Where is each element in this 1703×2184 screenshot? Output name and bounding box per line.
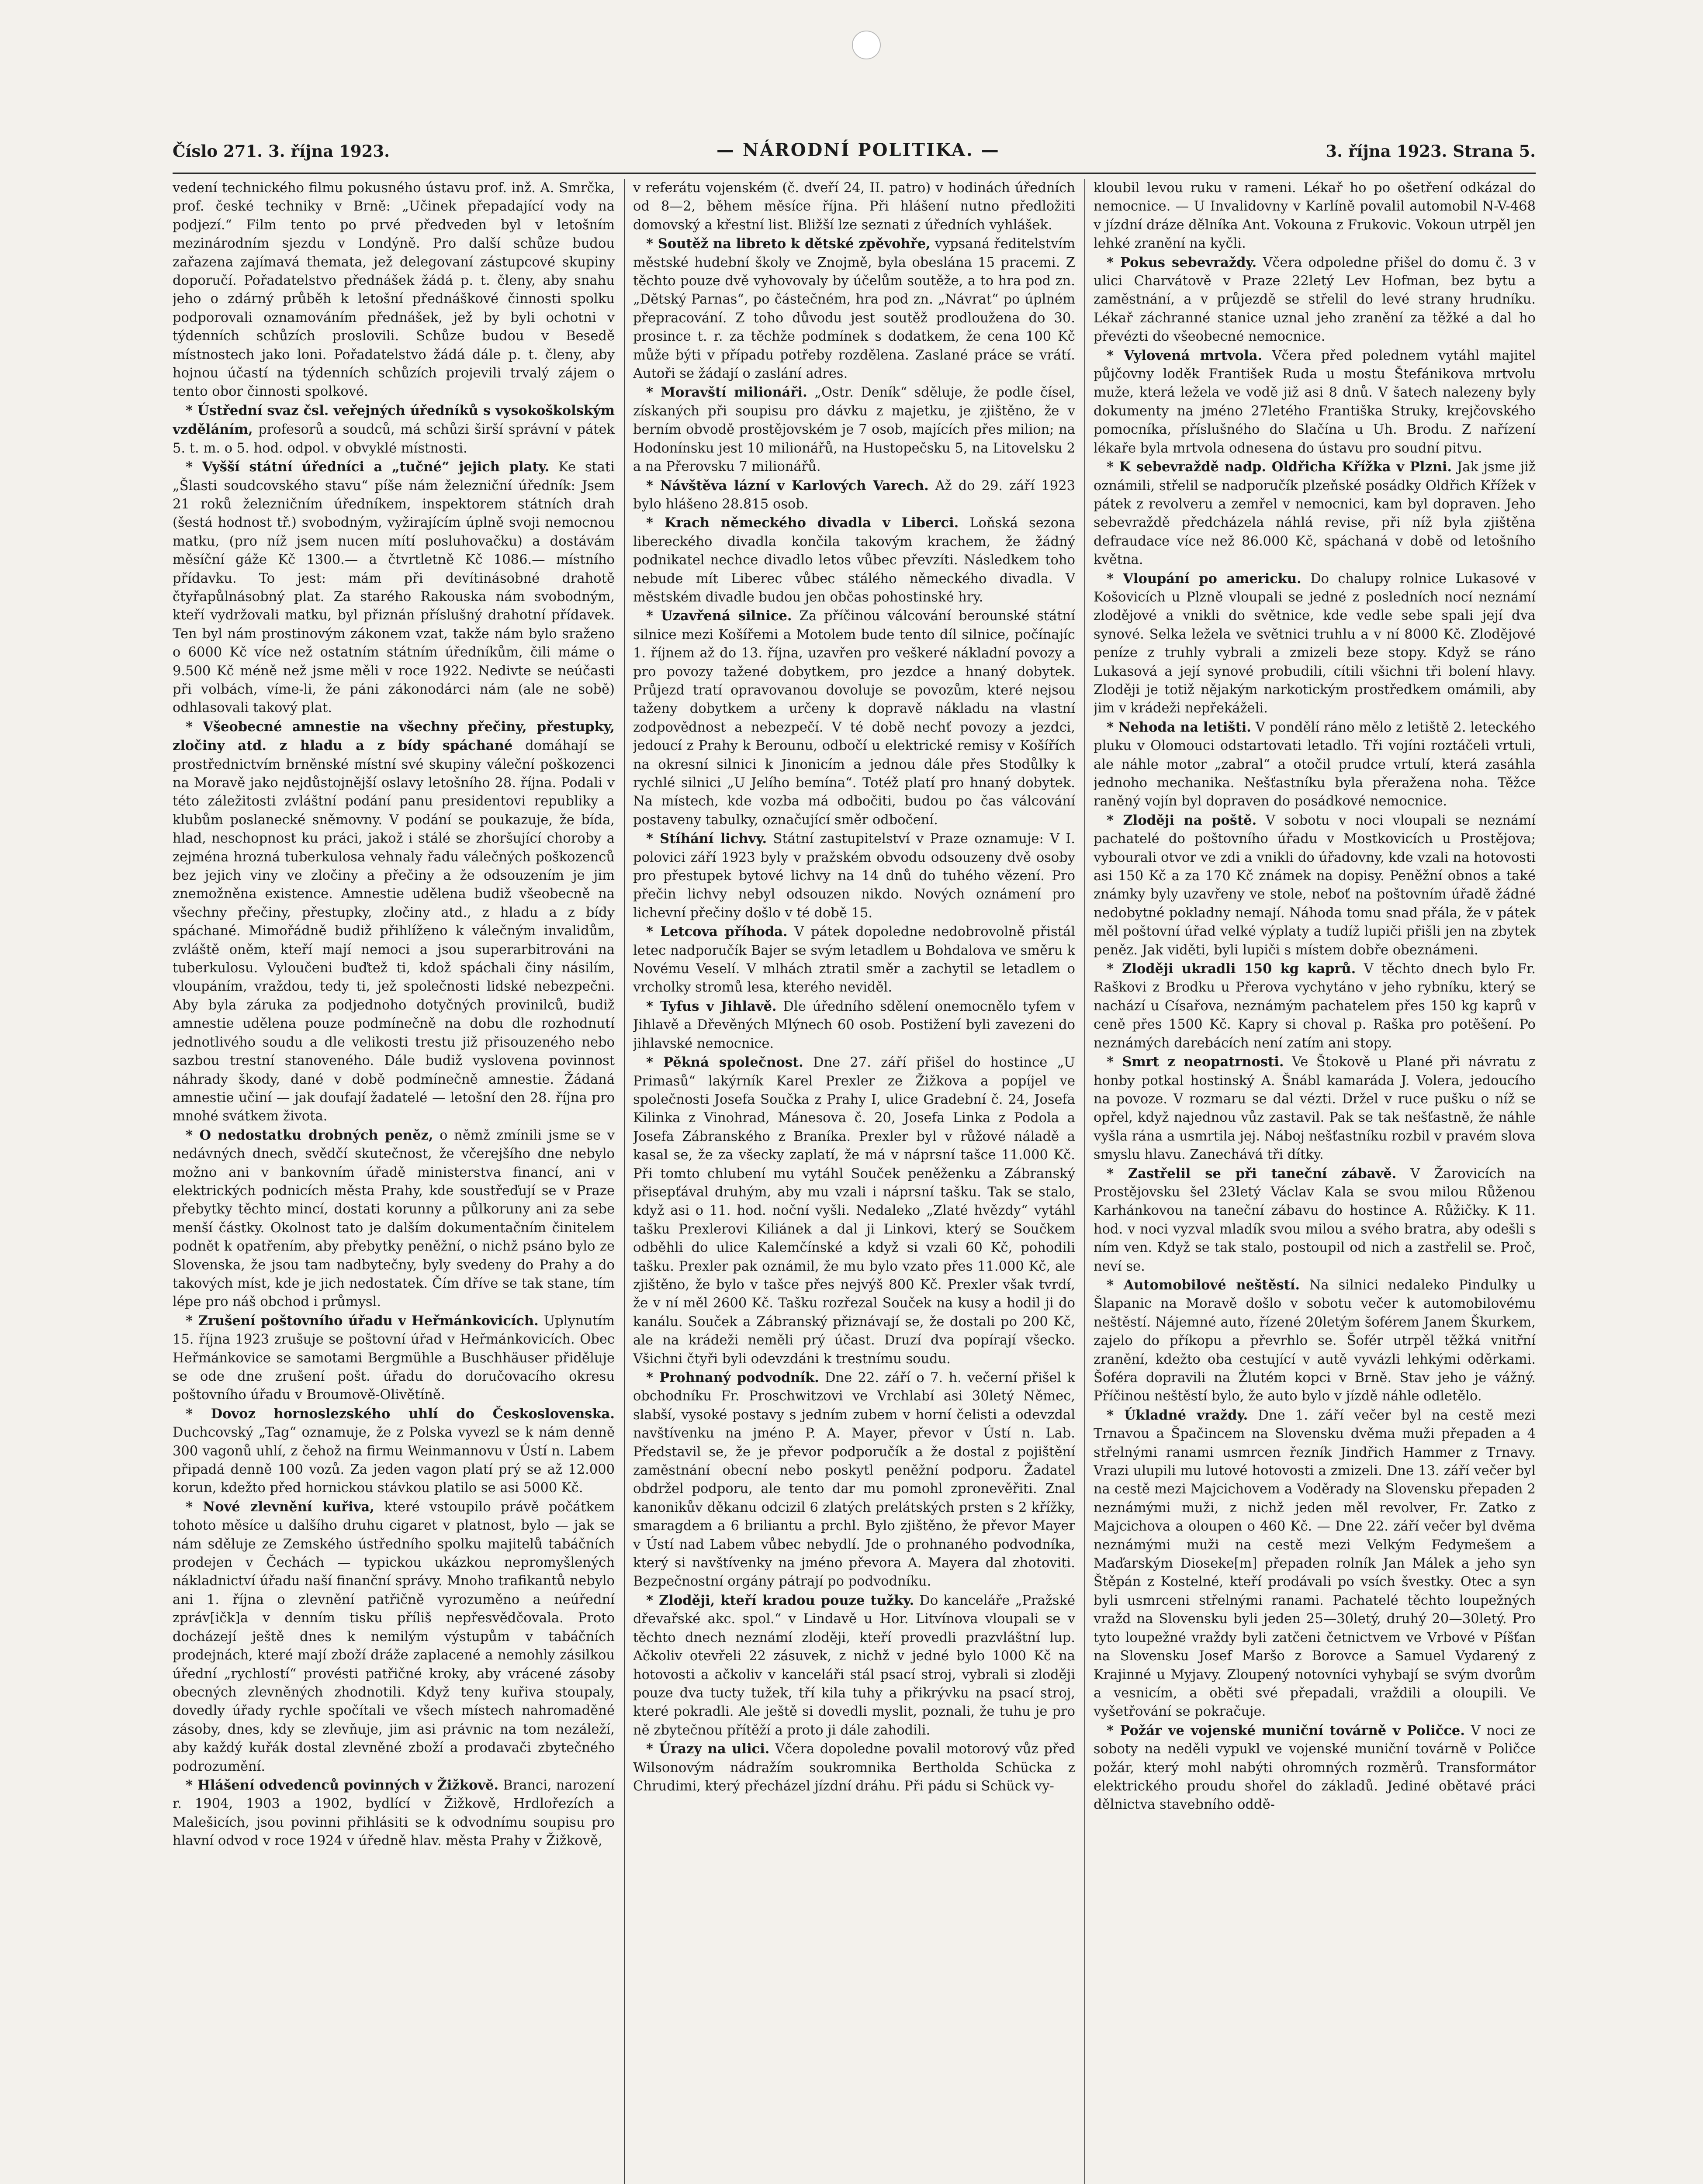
news-item <box>1094 253 1536 346</box>
news-item-body: Včera dopoledne povalil motorový vůz před Wilsonovým nádražím soukromnika Bertholda Schücka z Chrudimi, který přecházel jízdní dráhu. Při pádu si Schück vy- <box>633 1742 1075 1794</box>
news-item-body: Do chalupy rolnice Lukasové v Košovicích u Plzně vloupali se jedné z posledních nocí neznámí zlodějové a vnikli do světnice, kde vedle sebe spali její dva synové. Selka ležela ve světnici truhlu a v ní 8000 Kč. Zlodějové peníze z truhly vybrali a zmizeli beze stopy. Když se ráno Lukasová a její synové probudili, cítili všichni tři bolení hlavy. Zloději je totiž nějakým narkotickým prostředkem omámili, aby jim v krádeži nepřekáželi. <box>1094 571 1536 716</box>
news-item-headline: * Moravští milionáři. <box>646 384 807 401</box>
news-item-headline: * Smrt z neopatrnosti. <box>1107 1054 1284 1070</box>
news-item-body: Ke stati „Šlasti soudcovského stavu“ píše nám železniční úředník: Jsem 21 roků železničním úředníkem, inspektorem státních drah (šestá hodnost tř.) svobodným, vyžirajícím úplně svoji nemocnou matku, (pro níž jsem nucen mítí posluhovačku) a dostávám měsíční gáže Kč 1300.— a čtvrtletně Kč 1086.— místního přídavku. To jest: mám při devítinásobné drahotě čtyřapůlnásobný plat. Za starého Rakouska nám svobodným, kteří vydržovali matku, byl přiznán příslušný drahotní přídavek. Ten byl nám prostinovým zákonem vzat, takže nám bylo sraženo o 6000 Kč více než ostatním státním úředníkům, čili máme o 9.500 Kč méně než jsme měli v roce 1922. Nedivte se neúčasti při volbách, víme-li, že páni zákonodárci nám (ale ne sobě) odhlasovali takový plat. <box>173 460 615 716</box>
news-item <box>633 923 1075 997</box>
news-item-body: o němž zmínili jsme se v nedávných dnech, svědčí skutečnost, že včerejšího dne nebylo možno ani v bankovním úřadě ministerstva financí, ani v elektrických podnicích města Prahy, kde soustřeďují se v Praze přebytky těchto mincí, dostati korunny a půlkoruny ani za sebe menší částky. Okolnost tato je dalším dokumentačním činitelem podnět k opatřením, aby přebytky peněžní, o nichž psáno bylo ze Slovenska, že jsou tam nadbytečny, byly svedeny do Prahy a do takových míst, kde je jich nedostatek. Čím dříve se tak stane, tím lépe pro náš obchod i průmysl. <box>173 1127 615 1310</box>
news-item-headline: * Dovoz hornoslezského uhlí do Československa. <box>186 1406 615 1422</box>
news-item-headline: * Krach německého divadla v Liberci. <box>646 515 959 531</box>
punch-hole <box>852 31 881 59</box>
news-item <box>1094 570 1536 718</box>
news-item-body: které vstoupilo právě počátkem tohoto měsíce u dalšího druhu cigaret v platnost, bylo — jak se nám sděluje ze Zemského ústředního spolku majitelů tabáčních prodejen v Čechách — typickou ukázkou nepromyšlených nákladnictví úřadu naší finanční správy. Mnoho trafikantů nebylo ani 1. října o zlevnění patřičně vyrozuměno a neúřední zpráv[ičk]a v denním tisku příliš nepřesvědčovala. Proto docházejí ještě dnes k nemilým výstupům v tabáčních prodejnách, které mají zboží dráže zaplacené a nemohly zásilkou úřední „rychlostí“ provésti patřičné kroky, aby vrácené zásoby obecných zlevněných zhodnotili. Když teny kuřiva stoupaly, dovedly úřady rychle spočítali ve všech místech nahromaděné zásoby, dnes, kdy se zlevňuje, jim asi právnic na tom nezáleží, aby každý kuřák dostal zlevněné zboží a prodavači zbytečného podrozumění. <box>173 1499 615 1774</box>
news-item <box>1094 960 1536 1053</box>
news-item-headline: * K sebevraždě nadp. Oldřicha Křížka v Plzni. <box>1107 459 1452 475</box>
news-item <box>1094 1721 1536 1814</box>
article-column-2 <box>633 179 1075 2184</box>
news-item-body: profesorů a soudců, má schůzi širší správní v pátek 5. t. m. o 5. hod. odpol. v obvyklé místnosti. <box>173 422 615 456</box>
news-item-headline: * Stíhání lichvy. <box>646 831 767 847</box>
news-item-body: vedení technického filmu pokusného ústavu prof. inž. A. Smrčka, prof. české techniky v Brně: „Učinek přepadající vody na podjezí.“ Film tento po prvé předveden byl v letošním mezinárodním sjezdu v Londýně. Pro další schůze budou zařazena zajímavá themata, jež delegovaní zástupcové skupiny doporučí. Pořadatelstvo přednášek žádá p. t. členy, aby snahu jeho o zdárný průběh k letošní přednáškové činnosti spolku podporovali oznamováním přednášek, jež by byli ochotni v týdenních schůzích proslovili. Schůze budou v Besedě místnostech jako loni. Pořadatelstvo žádá dále p. t. členy, aby hojnou účastí na týdenních schůzích projevili trvalý zájem o tento obor činnosti spolkové. <box>173 180 615 400</box>
news-item-body: V těchto dnech bylo Fr. Raškovi z Brodku u Přerova vychytáno v jeho rybníku, který se nachází u Císařova, neznámým pachatelem přes 150 kg kaprů v ceně přes 1500 Kč. Kapry si choval p. Raška pro potěšení. Po neznámých darebácích není zatím ani stopy. <box>1094 961 1536 1051</box>
news-item-headline: * Nehoda na letišti. <box>1107 719 1251 735</box>
news-item <box>1094 179 1536 253</box>
news-item-headline: * Návštěva lázní v Karlových Varech. <box>646 477 929 494</box>
news-item-headline: * Zloději na poště. <box>1107 812 1257 828</box>
news-item-body: Jak jsme již oznámili, střelil se nadporučík plzeňské posádky Oldřich Křížek v pátek z revolveru a zemřel v nemocnici, kam byl dopraven. Jeho sebevraždě předcházela náhlá revise, při níž byla zjištěna defraudace více než 86.000 Kč, spáchaná v době od letošního května. <box>1094 460 1536 568</box>
column-divider <box>1084 179 1085 2184</box>
news-item-headline: * O nedostatku drobných peněz, <box>186 1127 433 1143</box>
news-item-headline: * Všeobecné amnestie na všechny přečiny, přestupky, zločiny atd. z hladu a z bídy spáchané <box>173 719 615 754</box>
news-item-headline: * Prohnaný podvodník. <box>646 1370 819 1386</box>
news-item-body: V pondělí ráno mělo z letiště 2. leteckého pluku v Olomouci odstartovati letadlo. Tři vojíni roztáčeli vrtuli, ale náhle motor „zabral“ a otočil prudce vrtulí, která zasáhla jednoho mechanika. Nešťastníku byla přeražena noha. Těžce raněný vojín byl dopraven do posádkové nemocnice. <box>1094 719 1536 809</box>
news-item <box>173 179 615 401</box>
news-item-headline: * Letcova příhoda. <box>646 924 788 940</box>
news-item-body: Za příčinou válcování berounské státní silnice mezi Košířemi a Motolem bude tento díl silnice, počínajíc 1. říjnem až do 13. října, uzavřen pro veškeré nákladní povozy a pro povozy tažené dobytkem, pro jezdce a hnaný dobytek. Průjezd tratí opravovanou dovoluje se povozům, které nejsou taženy dobytkem a určeny k dopravě nákladu na vlastní zodpovědnost a nebezpečí. V té době nechť povozy a jezdci, jedoucí z Prahy k Berounu, odbočí u elektrické remisy v Košířích na okresní silnici k Jinonicím a jednou dále přes Stodůlky k rychlé silnici „U Jelího bemína“. Totéž platí pro hnaný dobytek. Na místech, kde vozba má odbočiti, budou po čas válcování postaveny tabulky, označující směr odbočení. <box>633 608 1075 828</box>
news-item-body: V noci ze soboty na neděli vypukl ve vojenské muniční továrně v Poličce požár, který mohl nabýti ohromných rozměrů. Transformátor elektrického proudu shořel do základů. Jediné obětavé práci dělnictva stavebního oddě- <box>1094 1723 1536 1813</box>
news-item <box>633 1740 1075 1796</box>
news-item-headline: * Zloději, kteří kradou pouze tužky. <box>646 1592 914 1608</box>
news-item <box>173 1776 615 1851</box>
newspaper-title: — NÁRODNÍ POLITIKA. — <box>717 140 1000 160</box>
news-item-headline: * Hlášení odvedenců povinných v Žižkově. <box>186 1777 499 1793</box>
news-item <box>173 1126 615 1312</box>
page-number: 3. října 1923. Strana 5. <box>1326 142 1536 161</box>
news-item <box>633 477 1075 514</box>
news-item <box>1094 1165 1536 1276</box>
news-item <box>173 1498 615 1776</box>
news-item <box>1094 1276 1536 1406</box>
news-item <box>633 607 1075 829</box>
news-item-body: Včera před polednem vytáhl majitel půjčovny loděk František Ruda u mostu Štefánikova mrtvolu muže, která ležela ve vodě již asi 8 dnů. V šatech nalezeny byly dokumenty na jméno 27letého Františka Struky, krejčovského pomocníka, příslušného do Slačína u Uh. Brodu. Z nařízení lékaře byla mrtvola odnesena do ústavu pro soudní pitvu. <box>1094 348 1536 456</box>
news-item-body: „Ostr. Deník“ sděluje, že podle čísel, získaných při soupisu pro dávku z majetku, je zjištěno, že v berním obvodě prostějovském je 7 osob, majících přes milion; na Hodonínsku jest 10 milionářů, na Hustopečsku 5, na Litovelsku 2 a na Přerovsku 7 milionářů. <box>633 385 1075 475</box>
news-item <box>173 718 615 1126</box>
news-item-headline: * Vylovená mrtvola. <box>1107 347 1263 363</box>
news-item-body: Včera odpoledne přišel do domu č. 3 v ulici Charvátově v Praze 22letý Lev Hofman, bez bytu a zaměstnání, a v průjezdě se střelil do levé strany hrudníku. Lékař záchranné stanice uznal jeho zranění za těžké a dal ho převézti do všeobecné nemocnice. <box>1094 255 1536 345</box>
news-item <box>633 383 1075 476</box>
news-item-headline: * Vloupání po americku. <box>1107 570 1301 587</box>
news-item-body: V Žarovicích na Prostějovsku šel 23letý Václav Kala se svou milou Růženou Karhánkovou na taneční zábavu do hostince A. Růžičky. K 11. hod. v noci vyzval mladík svou milou a svého bratra, aby odešli s ním ven. Když se tak stalo, postoupil od nich a zastřelil se. Proč, neví se. <box>1094 1166 1536 1274</box>
news-item-body: domáhají se prostřednictvím brněnské místní své skupiny váleční poškozenci na Moravě jako nejdůstojnější oslavy letošního 28. října. Podali v této záležitosti zvláštní podání panu presidentovi republiky a klubům poslanecké sněmovny. V podání se poukazuje, že bída, hlad, neschopnost ku práci, jakož i stálé se zhoršující choroby a zejména hrozná tuberkulosa vehnaly řadu válečných poškozenců bez jejich viny ve zločiny a přečiny a že odsouzením je jim znemožněna existence. Amnestie udělena budiž všeobecně na všechny přečiny, přestupky, zločiny atd., z hladu a z bídy spáchané. Mimořádně budiž přihlíženo k válečným invalidům, zvláště oněm, kteří mají nemoci a jsou superarbitrováni na tuberkulosu. Vyloučeni buďtež ti, kdož spáchali činy násilím, vloupáním, vraždou, tedy ti, jež společnosti lidské nebezpečni. Aby byla záruka za podjednoho dotyčných provinilců, budiž amnestie udělena pouze podmínečně na dobu dle rozhodnutí jednotlivého soudu a dle velikosti trestu již přisouzeného nebo sazbou trestní stanoveného. Dále budiž vyslovena povinnost náhrady škody, dané v době podmínečně amnestie. Žádaná amnestie učiní — jak doufají žadatelé — letošní den 28. října pro mnohé svátkem života. <box>173 738 615 1124</box>
page-header <box>173 140 1536 166</box>
news-item <box>633 997 1075 1053</box>
news-item-body: Duchcovský „Tag“ oznamuje, že z Polska vyvezl se k nám denně 300 vagonů uhlí, z čehož na firmu Weinmannovu v Ústí n. Labem připadá denně 100 vozů. Za jeden vagon platí prý se až 12.000 korun, kdežto před hornickou stávkou platilo se asi 5000 Kč. <box>173 1425 615 1496</box>
news-item-headline: * Zloději ukradli 150 kg kaprů. <box>1107 961 1356 977</box>
news-item <box>1094 1406 1536 1721</box>
news-item-body: Do kanceláře „Pražské dřevařské akc. spol.“ v Lindavě u Hor. Litvínova vloupali se v těchto dnech neznámí zloději, kteří provedli prazvláštní lup. Ačkoliv otevřeli 22 zásuvek, z nichž v jedné bylo 1000 Kč na hotovosti a ačkoliv v kanceláři stál psací stroj, vybrali si zloději pouze dva tucty tužek, tří kila tuhy a přikrývku na psací stroj, které pokradli. Ale ještě si dovedli myslit, poznali, že tuhu je pro ně zbytečnou přítěží a proto ji dále zahodili. <box>633 1593 1075 1738</box>
news-item-headline: * Pokus sebevraždy. <box>1107 254 1257 270</box>
news-item-headline: * Úkladné vraždy. <box>1107 1407 1248 1423</box>
news-item-headline: * Nové zlevnění kuřiva, <box>186 1499 374 1515</box>
news-item-body: Dne 1. září večer byl na cestě mezi Trnavou a Špačincem na Slovensku dvěma muži přepaden a 4 střelnými ranami usmrcen řezník Jindřich Hammer z Trnavy. Vrazi ulupili mu lutové hotovosti a zmizeli. Dne 13. září večer byl na cestě mezi Majcichovem a Voděrady na Slovensku přepaden 2 neznámými muži, z nichž jeden měl revolver, Fr. Zatko z Majcichova a oloupen o 460 Kč. — Dne 22. září večer byl dvěma neznámými muži na cestě mezi Velkým Fedymešem a Maďarským Dioseke[m] přepaden rolník Jan Málek a jeho syn Štěpán z Kostelné, kteří prodávali po vsích švestky. Otec a syn byli usmrceni střelnými ranami. Pachatelé těchto loupežných vražd na Slovensku byli jeden 25—30letý, druhý 20—30letý. Pro tyto loupežné vraždy byli zatčeni četnictvem ve Vrbové v Píšťan na Slovensku Josef Maršo z Borovce a Samuel Vydarený z Krajinné u Myjavy. Zloupený notovníci vyhybají se svým dvorům a vesnicím, a oběti své přepadali, vraždili a oloupili. Ve vyšetřování se pokračuje. <box>1094 1407 1536 1720</box>
news-item-headline: * Ústřední svaz čsl. veřejných úředníků s vysokoškolským vzděláním, <box>173 402 615 438</box>
news-item-headline: * Vyšší státní úředníci a „tučné“ jejich platy. <box>186 459 550 475</box>
news-item-headline: * Zrušení poštovního úřadu v Heřmánkovicích. <box>186 1313 539 1329</box>
news-item-body: Na silnici nedaleko Pindulky u Šlapanic na Moravě došlo v sobotu večer k automobilovému neštěstí. Nájemné auto, řízené 20letým šoférem Janem Škurkem, zajelo do příkopu a převrhlo se. Šofér utrpěl těžká vnitřní zranění, kdežto oba cestující v autě vyvázli lehkými oděrkami. Šoféra dopravili na Žlutém kopci v Brně. Stav jeho je vážný. Příčinou neštěstí bylo, že auto bylo v jízdě náhle odletělo. <box>1094 1277 1536 1404</box>
news-item-headline: * Zastřelil se při taneční zábavě. <box>1107 1165 1397 1182</box>
news-item-body: Dne 27. září přišel do hostince „U Primasů“ lakýrník Karel Prexler ze Žižkova a popíjel ve společnosti Josefa Součka z Prahy I, ulice Gradební č. 24, Josefa Kilinka z Vinohrad, Mánesova č. 20, Josefa Linka z Podola a Josefa Zábranského z Braníka. Prexler byl v růžové náladě a kasal se, že za všecky zaplatí, že má v náprsní tašce 11.000 Kč. Při tomto chlubení mu vytáhl Souček peněženku a Zábranský přisepťával druhým, aby mu vzali i náprsní tašku. Tak se stalo, když asi o 11. hod. noční vyšli. Nedaleko „Zlaté hvězdy“ vytáhl tašku Prexlerovi Kiliánek a dal ji Linkovi, který se Součkem odběhli do ulice Kalemčínské a když si vzali 60 Kč, pohodili tašku. Prexler pak oznámil, že mu bylo vzato přes 11.000 Kč, ale zjištěno, že bylo v tašce přes nejvýš 800 Kč. Prexler však tvrdí, že v ní měl 2600 Kč. Tašku rozřezal Souček na kusy a hodil ji do kanálu. Souček a Zábranský přiznávají se, že dostali po 200 Kč, ale na krádeži neměli prý účast. Druzí dva popírají všecko. Všichni čtyři byli odevzdáni k trestnímu soudu. <box>633 1055 1075 1367</box>
news-item-headline: * Úrazy na ulici. <box>646 1741 770 1757</box>
news-item-body: Loňská sezona libereckého divadla končila takovým krachem, že žádný podnikatel nechce divadlo letos vůbec převzíti. Následkem toho nebude mít Liberec vůbec stálého německého divadla. V městském divadle budou jen občas pohostinské hry. <box>633 515 1075 605</box>
news-item-body: Branci, narození r. 1904, 1903 a 1902, bydlící v Žižkově, Hrdlořezích a Malešicích, jsou povinni přihlásiti se k odvodnímu soupisu pro hlavní odvod v roce 1924 v úředně hlav. města Prahy v Žižkově, <box>173 1777 615 1849</box>
news-item-body: V pátek dopoledne nedobrovolně přistál letec nadporučík Bajer se svým letadlem u Bohdalova ve směru k Novému Veselí. V mlhách ztratil směr a zachytil se letadlem o vrcholky stromů lesa, kterého neviděl. <box>633 924 1075 995</box>
news-item <box>1094 811 1536 960</box>
news-item-body: Dle úředního sdělení onemocnělo tyfem v Jihlavě a Dřevěných Mlýnech 60 osob. Postižení byli zavezeni do jihlavské nemocnice. <box>633 999 1075 1051</box>
news-item-body: Až do 29. září 1923 bylo hlášeno 28.815 osob. <box>633 478 1075 512</box>
news-item <box>173 1312 615 1405</box>
news-item <box>1094 346 1536 458</box>
news-item <box>633 1368 1075 1591</box>
news-item-headline: * Automobilové neštěstí. <box>1107 1277 1300 1293</box>
news-item-body: Státní zastupitelství v Praze oznamuje: V I. polovici září 1923 byly v pražském obvodu odsouzeny dvě osoby pro přestupek bytové lichvy na 14 dnů do tuhého vězení. Pro přečin lichvy nebyl odsouzen nikdo. Nových oznámení pro lichevní přečiny došlo v té době 15. <box>633 831 1075 921</box>
news-item <box>173 1405 615 1498</box>
news-item <box>633 179 1075 235</box>
news-item <box>633 1591 1075 1740</box>
news-item-body: vypsaná ředitelstvím městské hudební školy ve Znojmě, byla obeslána 15 pracemi. Z těchto pouze dvě vyhovovaly by účelům soutěže, a to hra pod zn. „Dětský Parnas“, po částečném, hra pod zn. „Návrat“ po úplném přepracování. Z toho důvodu jest soutěž prodloužena do 30. prosince t. r. za těchže podmínek s dodatkem, že cena 100 Kč může býti v případu potřeby rozdělena. Zaslané práce se vrátí. Autoři se žádají o zaslání adres. <box>633 236 1075 382</box>
news-item-body: v referátu vojenském (č. dveří 24, II. patro) v hodinách úředních od 8—2, během měsíce října. Při hlášení nutno předložiti domovský a křestní list. Bližší lze seznati z úředních vyhlášek. <box>633 180 1075 233</box>
article-column-1 <box>173 179 615 2184</box>
news-item <box>633 235 1075 383</box>
news-item <box>173 458 615 718</box>
news-item <box>1094 1053 1536 1164</box>
news-item-headline: * Pěkná společnost. <box>646 1054 803 1071</box>
news-item-headline: * Tyfus v Jihlavě. <box>646 998 777 1014</box>
article-column-3 <box>1094 179 1536 2184</box>
news-item-headline: * Požár ve vojenské muniční továrně v Poličce. <box>1107 1722 1465 1738</box>
news-item-body: kloubil levou ruku v rameni. Lékař ho po ošetření odkázal do nemocnice. — U Invalidovny v Karlíně povalil automobil N-V-468 v jízdní dráze dělníka Ant. Vokouna z Frukovic. Vokoun utrpěl jen lehké zranění na kyčli. <box>1094 180 1536 252</box>
news-item-headline: * Soutěž na libreto k dětské zpěvohře, <box>646 236 931 252</box>
header-rule <box>173 173 1536 174</box>
news-item-headline: * Uzavřená silnice. <box>646 608 792 624</box>
issue-number-date: Číslo 271. 3. října 1923. <box>173 142 390 161</box>
news-item <box>173 401 615 458</box>
news-item <box>633 829 1075 923</box>
news-item-body: Dne 22. září o 7. h. večerní přišel k obchodníku Fr. Proschwitzovi ve Vrchlabí asi 30letý Němec, slabší, vysoké postavy s jedním zubem v horní čelisti a odevzdal navštívenku na jméno P. A. Mayer, převor v Ústí n. Lab. Představil se, že je převor podporučík a že dostal z pojištění zaměstnání obecní nebo poskytl peněžní podporu. Žadatel obdržel podporu, ale tento dar mu pomohl zpronevěřiti. Znal kanonikův děkanu odcizil 6 zlatých prelátských prsten s 2 křížky, smaragdem a 6 briliantu a prchl. Bylo zjištěno, že převor Mayer v Ústí nad Labem vůbec nebydlí. Jde o prohnaného podvodníka, který si navštívenky na jméno převora A. Mayera dal zhotoviti. Bezpečnostní orgány pátrají po podvodníku. <box>633 1370 1075 1590</box>
news-item-body: V sobotu v noci vloupali se neznámí pachatelé do poštovního úřadu v Mostkovicích u Prostějova; vybourali otvor ve zdi a vnikli do úřadovny, kde vzali na hotovosti asi 150 Kč a za 170 Kč známek na dopisy. Peněžní obnos a také známky byly uzavřeny ve stole, neboť na poštovním úřadě žádné nedobytné pokladny nemají. Náhoda tomu snad přála, že v pátek měl poštovní úřad velké výplaty a tudíž lupiči přišli jen na zbytek peněz. Jak viděti, byli lupiči s místem dobře obeznámeni. <box>1094 812 1536 958</box>
news-item <box>1094 458 1536 569</box>
news-item-body: Ve Štokově u Plané při návratu z honby potkal hostinský A. Šnábl kamaráda J. Volera, jedoucího na povoze. V rozmaru se dal vézti. Držel v ruce pušku o níž se opřel, když najednou vůz zastavil. Pak se tak nešťastně, že náhle vyšla rána a usmrtila jej. Náboj nešťastníku rozbil v pravém slova smyslu hlavu. Zanechává tři dítky. <box>1094 1054 1536 1163</box>
news-item <box>633 1053 1075 1368</box>
column-divider <box>624 179 625 2184</box>
news-item-body: Uplynutím 15. října 1923 zrušuje se poštovní úřad v Heřmánkovicích. Obec Heřmánkovice se samotami Bergmühle a Buschhäuser přiděluje se ode dne zrušení pošt. úřadu do doručovacího okresu poštovního úřadu v Broumově-Olivětíně. <box>173 1313 615 1403</box>
news-item <box>1094 718 1536 811</box>
news-item <box>633 514 1075 607</box>
